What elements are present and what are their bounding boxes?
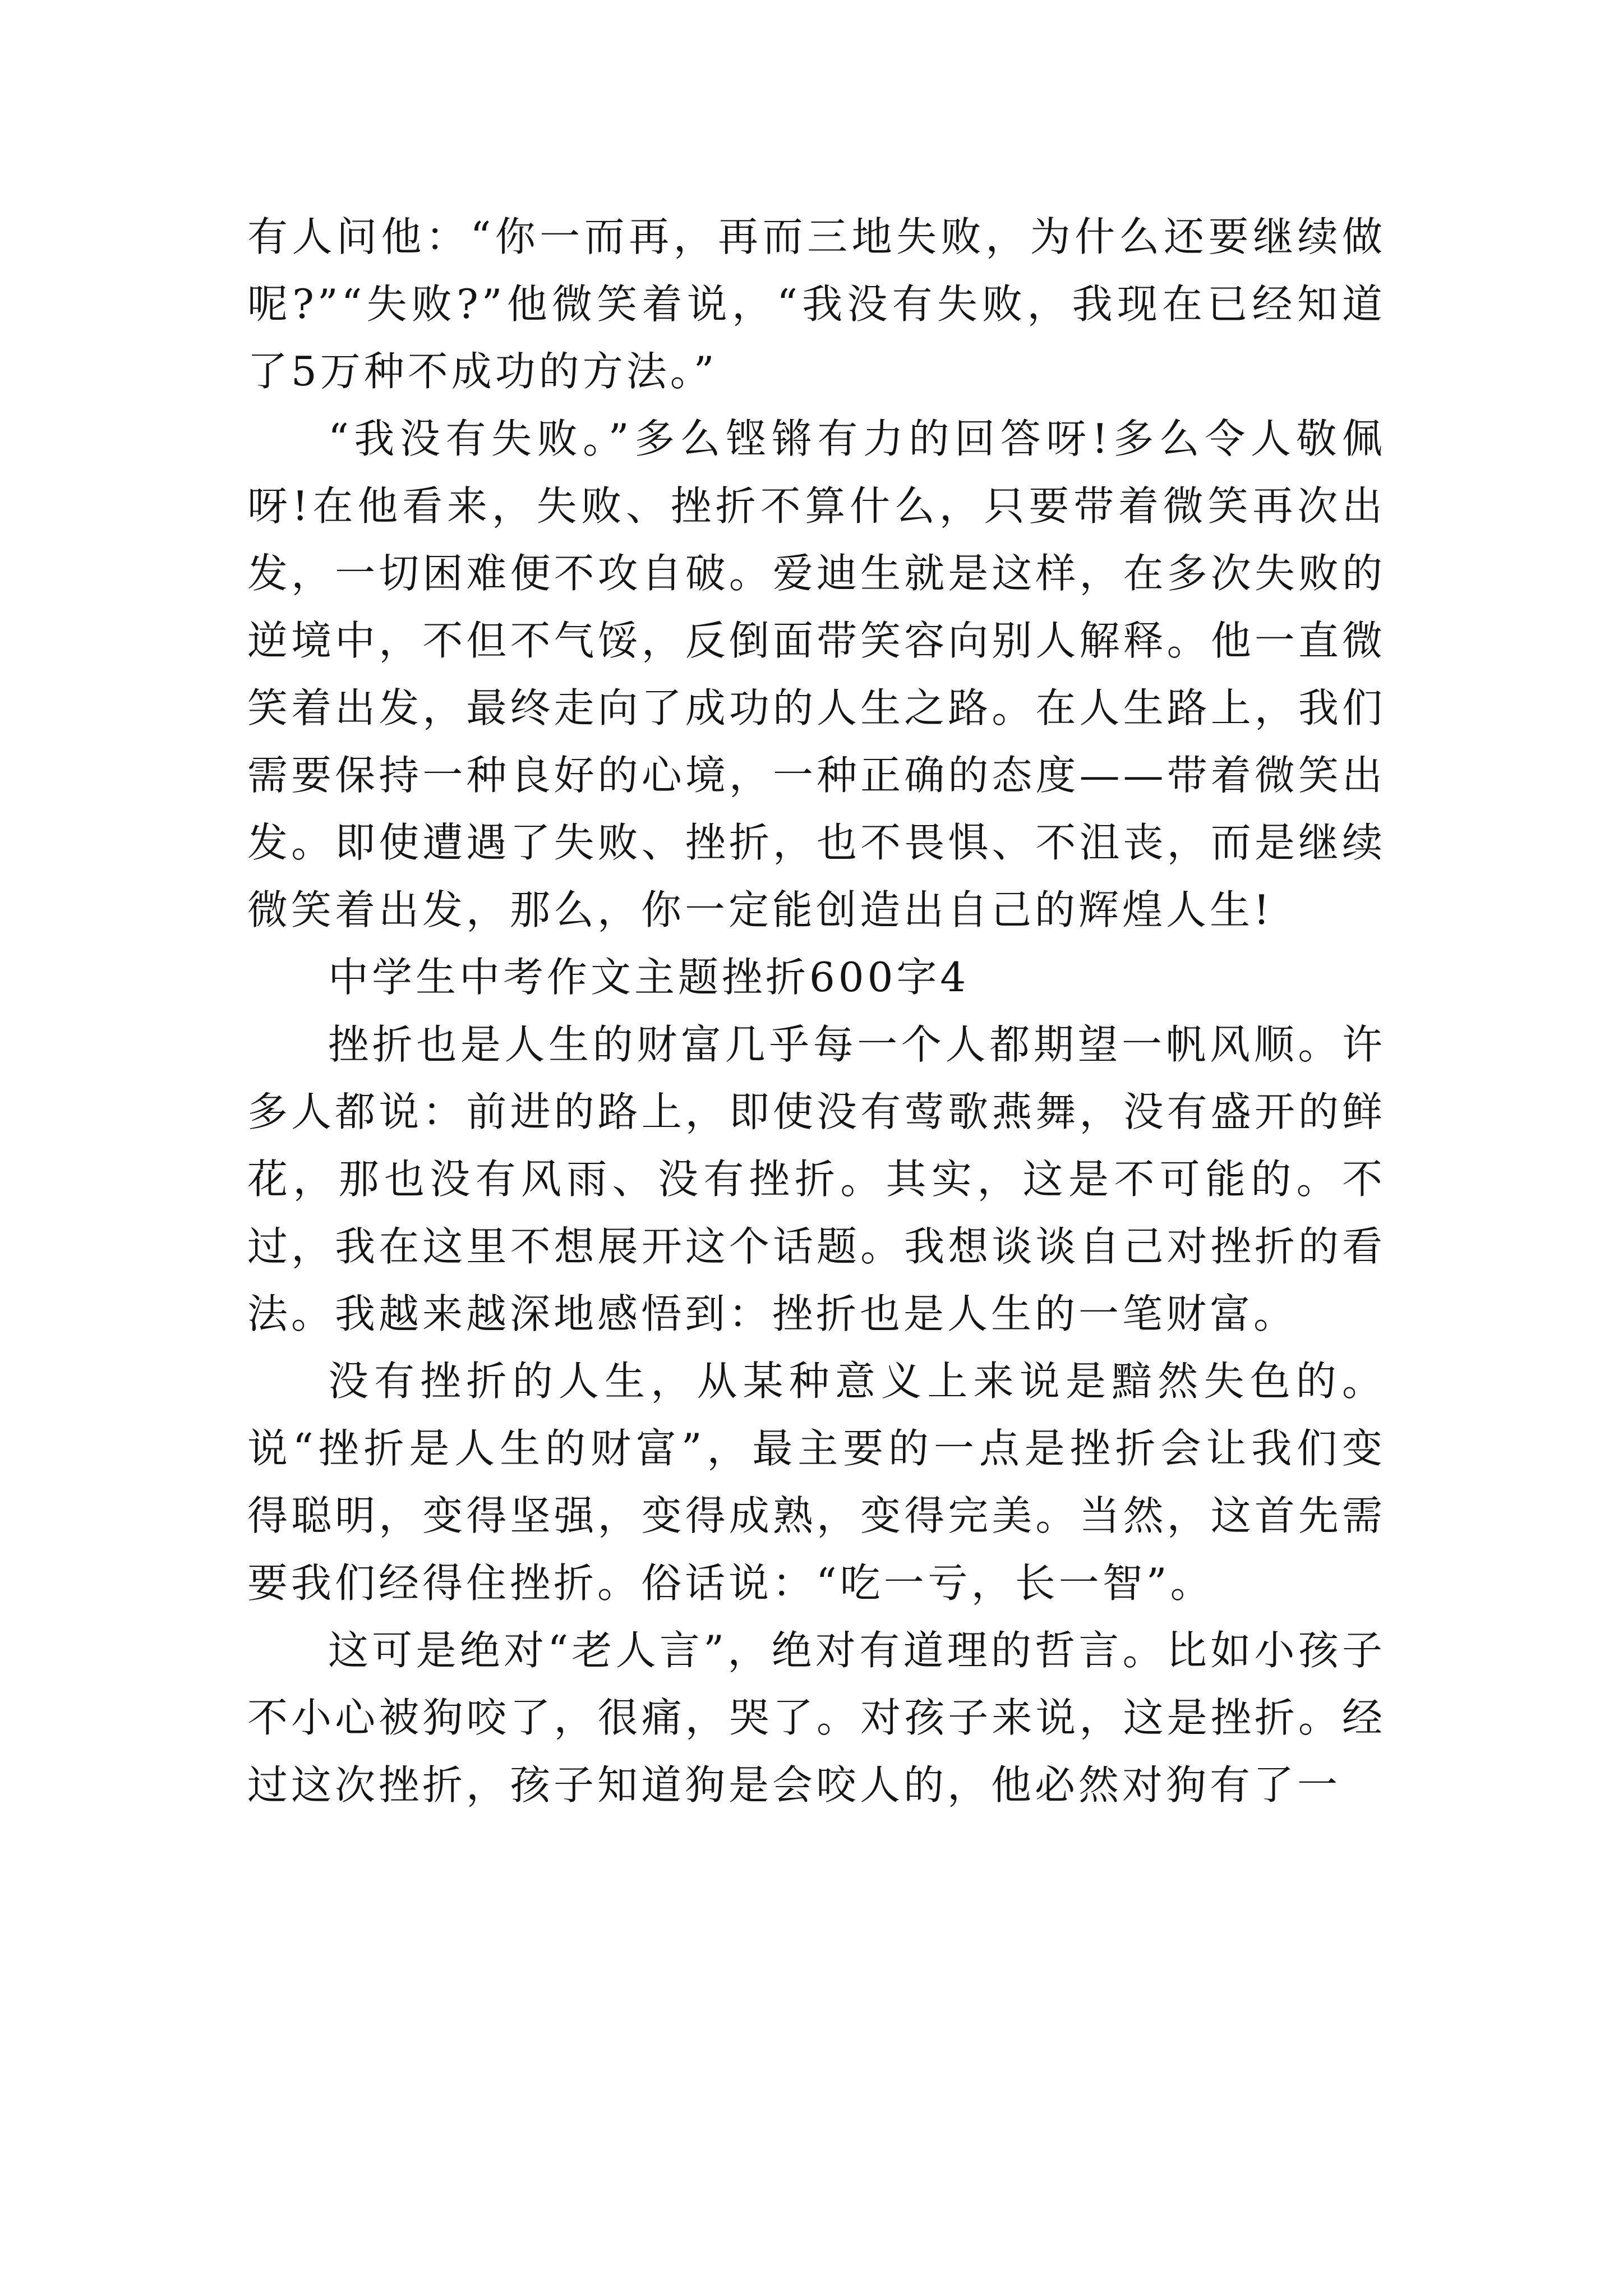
essay-body — [247, 203, 1386, 1819]
paragraph: 没有挫折的人生，从某种意义上来说是黯然失色的。说“挫折是人生的财富”，最主要的一点是挫折会让我们变得聪明，变得坚强，变得成熟，变得完美。当然，这首先需要我们经得住挫折。俗话说：“吃一亏，长一智”。 — [247, 1358, 1386, 1607]
paragraph: “我没有失败。”多么铿锵有力的回答呀!多么令人敬佩呀!在他看来，失败、挫折不算什么，只要带着微笑再次出发，一切困难便不攻自破。爱迪生就是这样，在多次失败的逆境中，不但不气馁，反倒面带笑容向别人解释。他一直微笑着出发，最终走向了成功的人生之路。在人生路上，我们需要保持一种良好的心境，一种正确的态度——带着微笑出发。即使遭遇了失败、挫折，也不畏惧、不沮丧，而是继续微笑着出发，那么，你一定能创造出自己的辉煌人生! — [247, 415, 1386, 933]
paragraph: 这可是绝对“老人言”，绝对有道理的哲言。比如小孩子不小心被狗咬了，很痛，哭了。对孩子来说，这是挫折。经过这次挫折，孩子知道狗是会咬人的，他必然对狗有了一 — [247, 1627, 1386, 1809]
paragraph-continuation: 有人问他：“你一而再，再而三地失败，为什么还要继续做呢?”“失败?”他微笑着说，“我没有失败，我现在已经知道了5万种不成功的方法。” — [247, 213, 1386, 395]
essay-title-heading: 中学生中考作文主题挫折600字4 — [328, 954, 970, 1001]
paragraph: 挫折也是人生的财富几乎每一个人都期望一帆风顺。许多人都说：前进的路上，即使没有莺歌燕舞，没有盛开的鲜花，那也没有风雨、没有挫折。其实，这是不可能的。不过，我在这里不想展开这个话题。我想谈谈自己对挫折的看法。我越来越深地感悟到：挫折也是人生的一笔财富。 — [247, 1021, 1386, 1337]
